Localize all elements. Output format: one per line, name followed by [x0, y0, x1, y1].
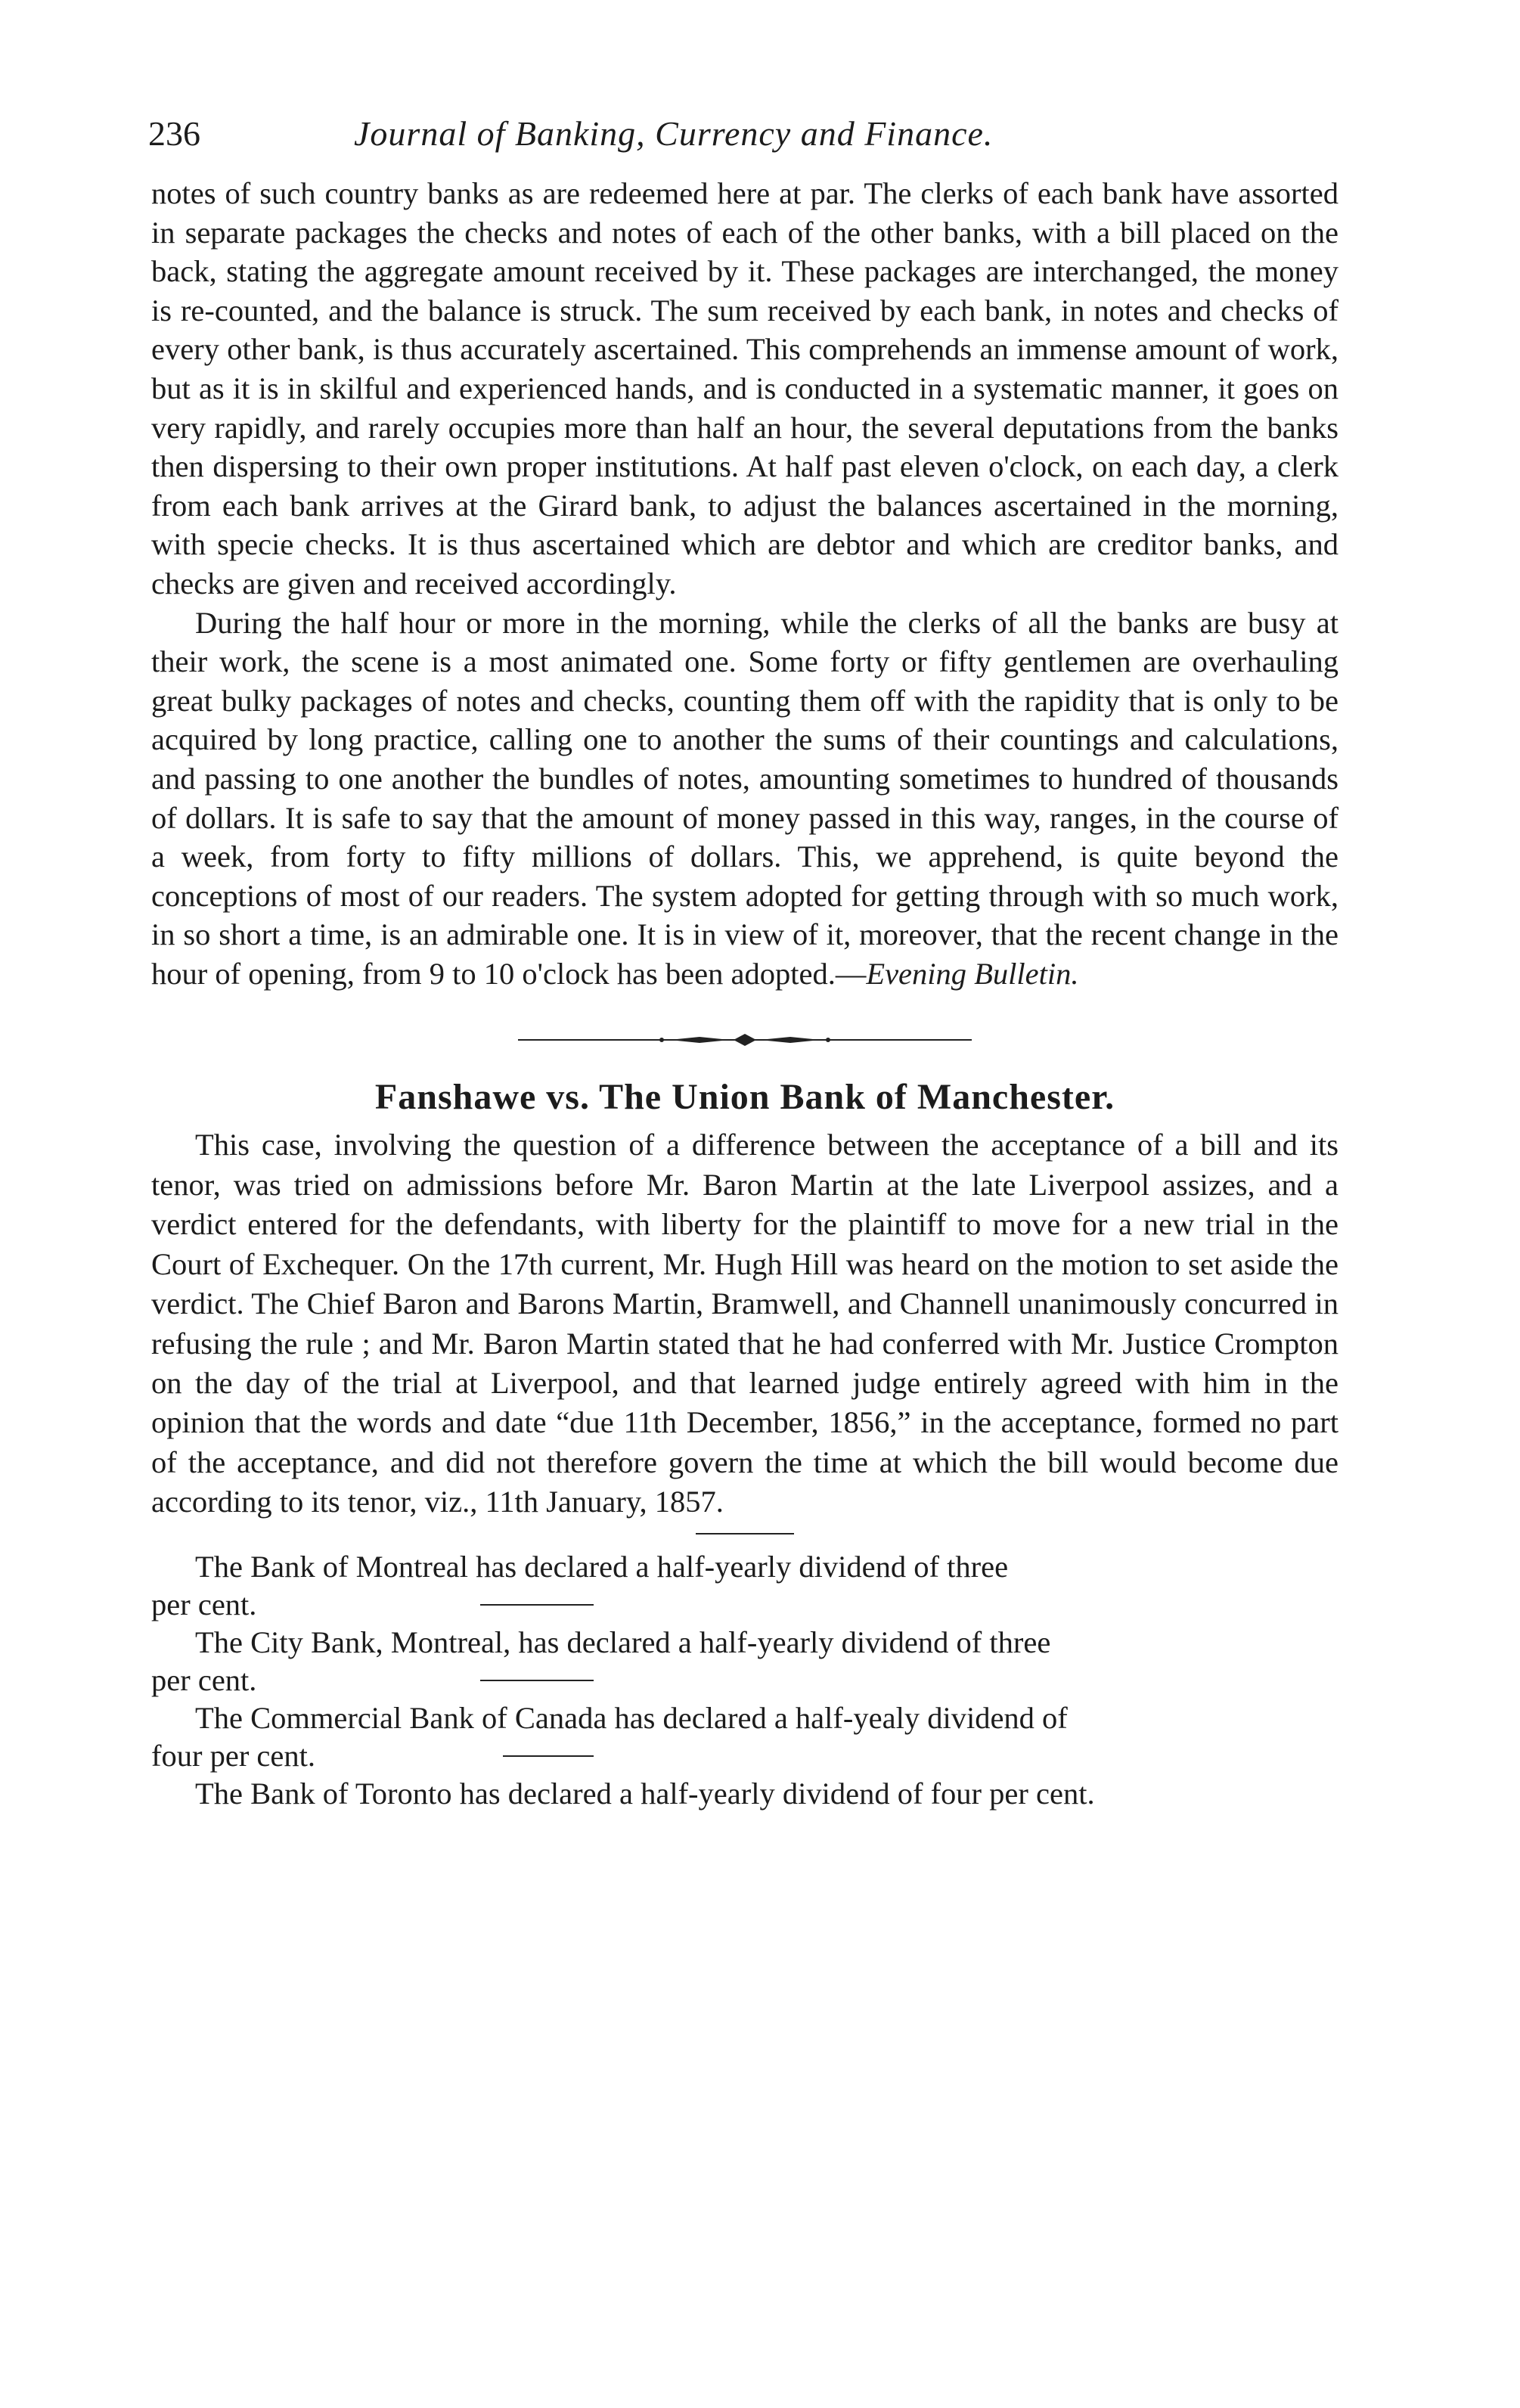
article1-paragraph1: notes of such country banks as are redeemed here at par. The clerks of each bank have assorted in separate packages the checks and notes of each of the other banks, with a bill placed on the back, stating the aggregate amount received by it. These packages are interchanged, the money is re-counted, and the balance is struck. The sum received by each bank, in notes and checks of every other bank, is thus accurately ascertained. This comprehends an immense amount of work, but as it is in skilful and experienced hands, and is conducted in a systematic manner, it goes on very rapidly, and rarely occupies more than half an hour, the several deputations from the banks then dispersing to their own proper institutions. At half past eleven o'clock, on each day, a clerk from each bank arrives at the Girard bank, to adjust the balances ascertained in the morning, with specie checks. It is thus ascertained which are debtor and which are creditor banks, and checks are given and received accordingly. — [151, 176, 1339, 600]
article1-paragraph2 — [151, 604, 1339, 994]
article1-source: Evening Bulletin. — [866, 956, 1079, 991]
notice-3 — [151, 1699, 1339, 1775]
article2-body: This case, involving the question of a difference between the acceptance of a bill and its tenor, was tried on admissions before Mr. Baron Martin at the late Liverpool assizes, and a verdict entered for the defendants, with liberty for the plaintiff to move for a new trial in the Court of Exchequer. On the 17th current, Mr. Hugh Hill was heard on the motion to set aside the verdict. The Chief Baron and Barons Martin, Bramwell, and Channell unanimously concurred in refusing the rule ; and Mr. Baron Martin stated that he had conferred with Mr. Justice Crompton on the day of the trial at Liverpool, and that learned judge entirely agreed with him in the opinion that the words and date “due 11th December, 1856,” in the acceptance, formed no part of the acceptance, and did not therefore govern the time at which the bill would become due according to its tenor, viz., 11th January, 1857. — [151, 1128, 1339, 1519]
notice-2-line2: per cent. — [151, 1662, 257, 1697]
notice-4: The Bank of Toronto has declared a half-yearly dividend of four per cent. — [195, 1776, 1095, 1811]
page-number: 236 — [148, 114, 200, 153]
notice-2-line1: The City Bank, Montreal, has declared a half-yearly dividend of three — [195, 1624, 1051, 1659]
notice-1-line2: per cent. — [151, 1587, 257, 1621]
notice-separator-rule — [480, 1604, 594, 1606]
article1-paragraph2-text: During the half hour or more in the morning, while the clerks of all the banks are busy at their work, the scene is a most animated one. Some forty or fifty gentlemen are overhauling great bulky packages of notes and checks, counting them off with the rapidity that is only to be acquired by long practice, calling one to another the sums of their countings and calculations, and passing to one another the bundles of notes, amounting sometimes to hundred of thousands of dollars. It is safe to say that the amount of money passed in this way, ranges, in the course of a week, from forty to fifty millions of dollars. This, we apprehend, is quite beyond the conceptions of most of our readers. The system adopted for getting through with so much work, in so short a time, is an admirable one. It is in view of it, moreover, that the recent change in the hour of opening, from 9 to 10 o'clock has been adopted.— — [151, 605, 1339, 991]
article2-title: Fanshawe vs. The Union Bank of Manchester. — [374, 1077, 1115, 1118]
notice-1-line1: The Bank of Montreal has declared a half-yearly dividend of three — [195, 1549, 1009, 1584]
notice-3-line1: The Commercial Bank of Canada has declared a half-yealy dividend of — [195, 1700, 1068, 1735]
running-header — [148, 113, 1339, 174]
section-rule — [696, 1533, 794, 1534]
notice-separator-rule — [480, 1680, 594, 1681]
document-page — [148, 113, 1339, 1813]
notice-3-line2: four per cent. — [151, 1738, 316, 1773]
section-ornament — [518, 1032, 972, 1047]
notice-1 — [151, 1548, 1339, 1624]
notice-2 — [151, 1624, 1339, 1699]
journal-title: Journal of Banking, Currency and Finance. — [354, 114, 994, 153]
notice-separator-rule — [503, 1755, 594, 1757]
